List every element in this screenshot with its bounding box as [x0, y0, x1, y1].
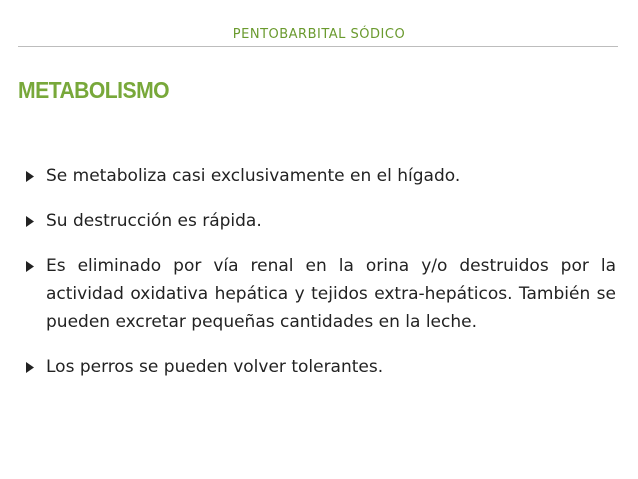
triangle-right-icon — [26, 207, 46, 235]
bullet-text: Es eliminado por vía renal en la orina y/o destruidos por la actividad oxidativa hepática y tejidos extra-hepáticos. También se pueden excretar pequeñas cantidades en la leche. — [46, 256, 616, 332]
bullet-text: Los perros se pueden volver tolerantes. — [46, 357, 384, 377]
triangle-right-icon — [26, 252, 46, 280]
list-item — [26, 162, 616, 190]
header-title: PENTOBARBITAL SÓDICO — [232, 27, 406, 42]
bullet-text: Se metaboliza casi exclusivamente en el hígado. — [46, 166, 461, 186]
list-item — [26, 252, 616, 336]
triangle-right-icon — [26, 353, 46, 381]
list-item — [26, 207, 616, 235]
bullet-text: Su destrucción es rápida. — [46, 211, 262, 231]
bullet-list — [26, 162, 616, 398]
list-item — [26, 353, 616, 381]
triangle-right-icon — [26, 162, 46, 190]
header-divider — [18, 46, 618, 47]
section-title: METABOLISMO — [18, 77, 170, 103]
